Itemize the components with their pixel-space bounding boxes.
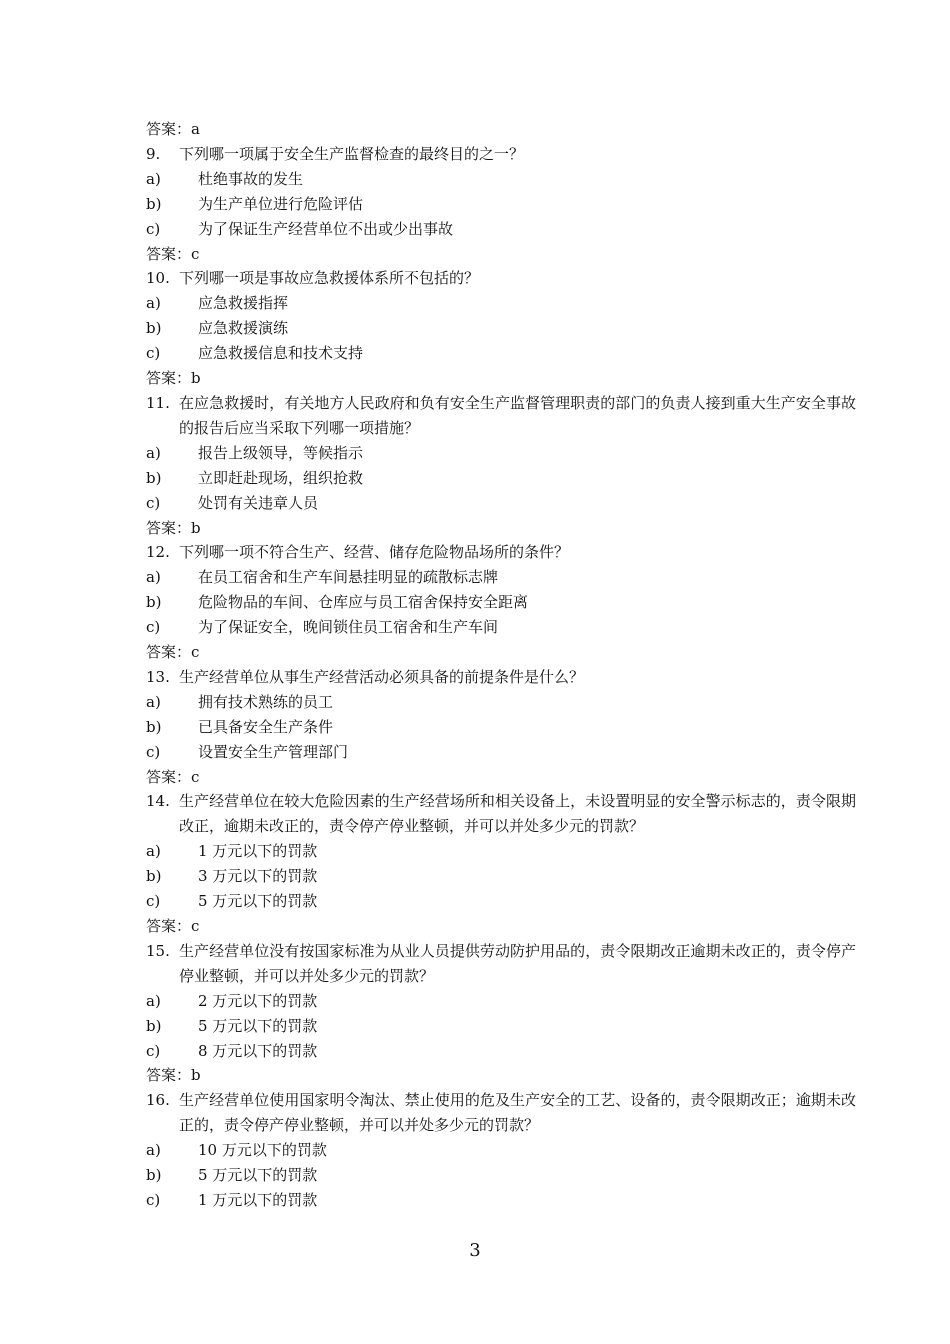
option-text: 为生产单位进行危险评估 xyxy=(198,194,364,213)
option-text: 3 万元以下的罚款 xyxy=(198,867,318,886)
option-line xyxy=(146,1039,856,1064)
question-text xyxy=(146,789,856,839)
option-letter: a) xyxy=(146,443,161,462)
question-body: 下列哪一项是事故应急救援体系所不包括的？ xyxy=(179,269,480,288)
option-line xyxy=(146,441,856,466)
option-letter: a) xyxy=(146,842,161,861)
option-line xyxy=(146,864,856,889)
option-letter: b) xyxy=(146,194,162,213)
option-letter: a) xyxy=(146,568,161,587)
question-list xyxy=(146,117,856,1213)
option-text: 已具备安全生产条件 xyxy=(198,717,334,736)
option-text: 1 万元以下的罚款 xyxy=(198,842,318,861)
option-line xyxy=(146,889,856,914)
option-text: 5 万元以下的罚款 xyxy=(198,1016,318,1035)
question-body: 下列哪一项不符合生产、经营、储存危险物品场所的条件？ xyxy=(179,543,570,562)
option-line xyxy=(146,1138,856,1163)
question-text xyxy=(146,391,856,441)
option-letter: c) xyxy=(146,493,161,512)
option-text: 应急救援信息和技术支持 xyxy=(198,344,364,363)
option-text: 1 万元以下的罚款 xyxy=(198,1190,318,1209)
option-text: 8 万元以下的罚款 xyxy=(198,1041,318,1060)
option-text: 5 万元以下的罚款 xyxy=(198,1166,318,1185)
option-text: 拥有技术熟练的员工 xyxy=(198,692,334,711)
question-number: 14. xyxy=(146,792,170,811)
option-letter: a) xyxy=(146,1141,161,1160)
option-letter: b) xyxy=(146,593,162,612)
question-body: 生产经营单位在较大危险因素的生产经营场所和相关设备上，未设置明显的安全警示标志的，责令限期改正，逾期未改正的，责令停产停业整顿，并可以并处多少元的罚款？ xyxy=(179,792,856,836)
answer-value: b xyxy=(191,1066,201,1085)
option-line xyxy=(146,1014,856,1039)
option-text: 立即赶赴现场，组织抢救 xyxy=(198,468,364,487)
question-text xyxy=(146,1088,856,1138)
question-number: 9. xyxy=(146,144,161,163)
answer-value: c xyxy=(191,767,200,786)
option-letter: a) xyxy=(146,692,161,711)
option-text: 设置安全生产管理部门 xyxy=(198,742,349,761)
option-line xyxy=(146,341,856,366)
option-line xyxy=(146,217,856,242)
answer-line: 答案：b xyxy=(146,369,201,388)
question-body: 生产经营单位从事生产经营活动必须具备的前提条件是什么？ xyxy=(179,667,585,686)
answer-line: 答案：c xyxy=(146,643,200,662)
question-number: 15. xyxy=(146,941,170,960)
question-number: 12. xyxy=(146,543,170,562)
option-text: 在员工宿舍和生产车间悬挂明显的疏散标志牌 xyxy=(198,568,499,587)
question-text xyxy=(146,540,856,565)
question-body: 下列哪一项属于安全生产监督检查的最终目的之一？ xyxy=(179,144,525,163)
option-text: 应急救援指挥 xyxy=(198,294,289,313)
option-letter: c) xyxy=(146,742,161,761)
question-text xyxy=(146,266,856,291)
questions-container xyxy=(146,142,856,1213)
option-letter: c) xyxy=(146,618,161,637)
answer-value: b xyxy=(191,518,201,537)
option-line xyxy=(146,839,856,864)
option-line xyxy=(146,167,856,192)
option-line xyxy=(146,316,856,341)
option-letter: a) xyxy=(146,991,161,1010)
option-line xyxy=(146,466,856,491)
option-letter: b) xyxy=(146,319,162,338)
option-line xyxy=(146,1163,856,1188)
option-line xyxy=(146,715,856,740)
option-text: 危险物品的车间、仓库应与员工宿舍保持安全距离 xyxy=(198,593,529,612)
question-number: 10. xyxy=(146,269,170,288)
option-line xyxy=(146,590,856,615)
question-text xyxy=(146,939,856,989)
option-line xyxy=(146,690,856,715)
answer-value: b xyxy=(191,369,201,388)
option-text: 处罚有关违章人员 xyxy=(198,493,319,512)
option-text: 2 万元以下的罚款 xyxy=(198,991,318,1010)
option-line xyxy=(146,615,856,640)
answer-line: 答案：b xyxy=(146,518,201,537)
option-letter: b) xyxy=(146,468,162,487)
question-number: 13. xyxy=(146,667,170,686)
answer-line: 答案：c xyxy=(146,244,200,263)
option-text: 为了保证生产经营单位不出或少出事故 xyxy=(198,219,454,238)
option-line xyxy=(146,740,856,765)
answer-value: c xyxy=(191,917,200,935)
question-body: 生产经营单位使用国家明令淘汰、禁止使用的危及生产安全的工艺、设备的，责令限期改正；逾期未改正的，责令停产停业整顿，并可以并处多少元的罚款？ xyxy=(179,1091,856,1135)
option-letter: a) xyxy=(146,169,161,188)
option-text: 5 万元以下的罚款 xyxy=(198,892,318,911)
answer-line: 答案：c xyxy=(146,917,200,935)
option-letter: c) xyxy=(146,1190,161,1209)
option-letter: b) xyxy=(146,717,162,736)
option-text: 10 万元以下的罚款 xyxy=(198,1141,327,1160)
question-body: 在应急救援时，有关地方人民政府和负有安全生产监督管理职责的部门的负责人接到重大生产安全事故的报告后应当采取下列哪一项措施？ xyxy=(179,393,856,437)
question-number: 16. xyxy=(146,1091,170,1110)
option-letter: b) xyxy=(146,867,162,886)
question-number: 11. xyxy=(146,393,170,412)
option-letter: b) xyxy=(146,1166,162,1185)
option-line xyxy=(146,989,856,1014)
option-letter: c) xyxy=(146,219,161,238)
option-line xyxy=(146,491,856,516)
option-letter: b) xyxy=(146,1016,162,1035)
option-line xyxy=(146,192,856,217)
option-text: 杜绝事故的发生 xyxy=(198,169,304,188)
option-line xyxy=(146,565,856,590)
option-text: 为了保证安全，晚间锁住员工宿舍和生产车间 xyxy=(198,618,499,637)
option-text: 应急救援演练 xyxy=(198,319,289,338)
option-letter: c) xyxy=(146,892,161,911)
option-line xyxy=(146,291,856,316)
option-letter: c) xyxy=(146,344,161,363)
option-letter: a) xyxy=(146,294,161,313)
question-text xyxy=(146,142,856,167)
answer-value: c xyxy=(191,643,200,662)
option-letter: c) xyxy=(146,1041,161,1060)
answer-line: 答案：a xyxy=(146,120,200,138)
answer-value: c xyxy=(191,244,200,263)
answer-line: 答案：b xyxy=(146,1066,201,1085)
option-line xyxy=(146,1188,856,1213)
question-text xyxy=(146,665,856,690)
question-body: 生产经营单位没有按国家标准为从业人员提供劳动防护用品的，责令限期改正逾期未改正的，责令停产停业整顿，并可以并处多少元的罚款？ xyxy=(179,941,856,985)
page-number: 3 xyxy=(469,1240,481,1261)
option-text: 报告上级领导，等候指示 xyxy=(198,443,364,462)
answer-line: 答案：c xyxy=(146,767,200,786)
